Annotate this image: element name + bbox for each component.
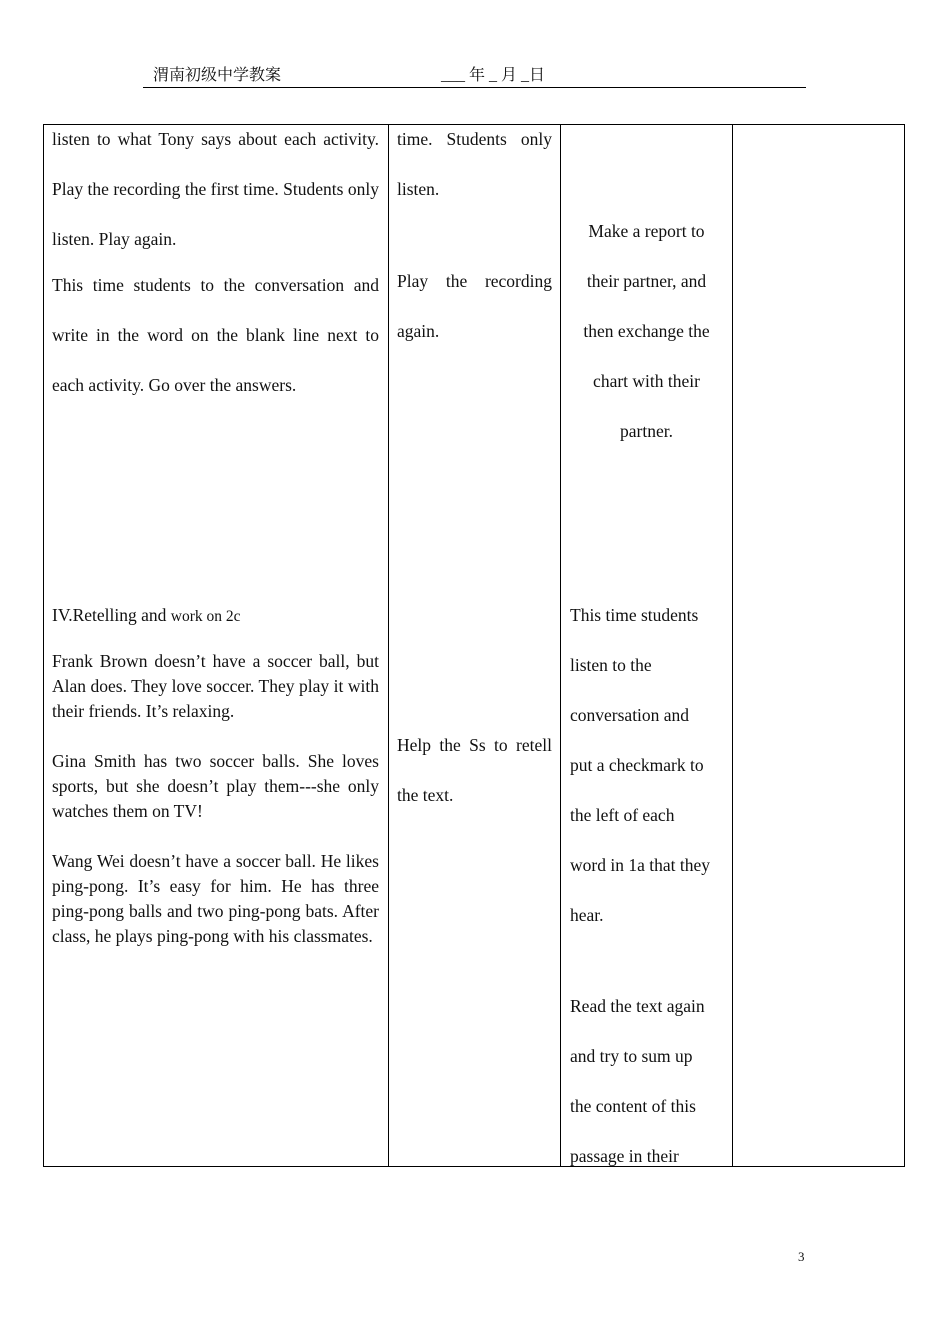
step-paragraph: listen to what Tony says about each activity. Play the recording the first time. Students only listen. Play again. <box>52 129 379 249</box>
school-name: 渭南初级中学教案 <box>153 67 282 84</box>
student-activity-line: conversation and <box>570 705 690 725</box>
student-activity-line: the content of this <box>570 1096 696 1116</box>
retelling-paragraph: Wang Wei doesn’t have a soccer ball. He likes ping-pong. It’s easy for him. He has three ping-pong balls and two ping-pong bats. After class, he plays ping-pong with his classmates. <box>52 851 379 946</box>
student-activity-line: hear. <box>570 905 604 925</box>
retelling-text <box>52 649 379 949</box>
page-header <box>143 66 806 88</box>
section-title <box>52 603 379 629</box>
student-activity-line: partner. <box>620 421 673 441</box>
date-blank: ___ 年 _ 月 _日 <box>441 67 546 84</box>
column-divider <box>388 125 389 1166</box>
section-title-tail: work on 2c <box>170 608 241 625</box>
retelling-paragraph: Frank Brown doesn’t have a soccer ball, but Alan does. They love soccer. They play it with their friends. It’s relaxing. <box>52 651 379 721</box>
activity-paragraph: Play the recording again. <box>397 271 552 341</box>
teacher-activity-1 <box>397 114 552 214</box>
student-activity-line: Make a report to <box>588 221 705 241</box>
student-activity-line: This time students <box>570 605 699 625</box>
page-number: 3 <box>798 1249 805 1264</box>
student-activity-line: and try to sum up <box>570 1046 693 1066</box>
section-title-main: IV.Retelling and <box>52 605 167 625</box>
teacher-activity-3 <box>397 720 552 820</box>
activity-paragraph: time. Students only listen. <box>397 129 552 199</box>
student-activity-line: passage in their <box>570 1146 679 1166</box>
student-activity-line: then exchange the <box>583 321 710 341</box>
student-activity-line: listen to the <box>570 655 652 675</box>
teacher-steps-top <box>52 114 379 410</box>
activity-paragraph: Help the Ss to retell the text. <box>397 735 552 805</box>
student-activity-1 <box>561 206 732 456</box>
student-activity-line: put a checkmark to <box>570 755 704 775</box>
student-activity-3 <box>570 981 730 1181</box>
student-activity-line: their partner, and <box>586 271 707 291</box>
lesson-table <box>43 124 905 1167</box>
student-activity-line: word in 1a that they <box>570 855 710 875</box>
column-divider <box>732 125 733 1166</box>
retelling-paragraph: Gina Smith has two soccer balls. She loves sports, but she doesn’t play them---she only watches them on TV! <box>52 751 379 821</box>
step-paragraph: This time students to the conversation and write in the word on the blank line next to each activity. Go over the answers. <box>52 275 379 395</box>
student-activity-line: Read the text again <box>570 996 705 1016</box>
student-activity-2 <box>570 590 730 940</box>
teacher-activity-2 <box>397 256 552 356</box>
student-activity-line: the left of each <box>570 805 675 825</box>
student-activity-line: chart with their <box>593 371 700 391</box>
